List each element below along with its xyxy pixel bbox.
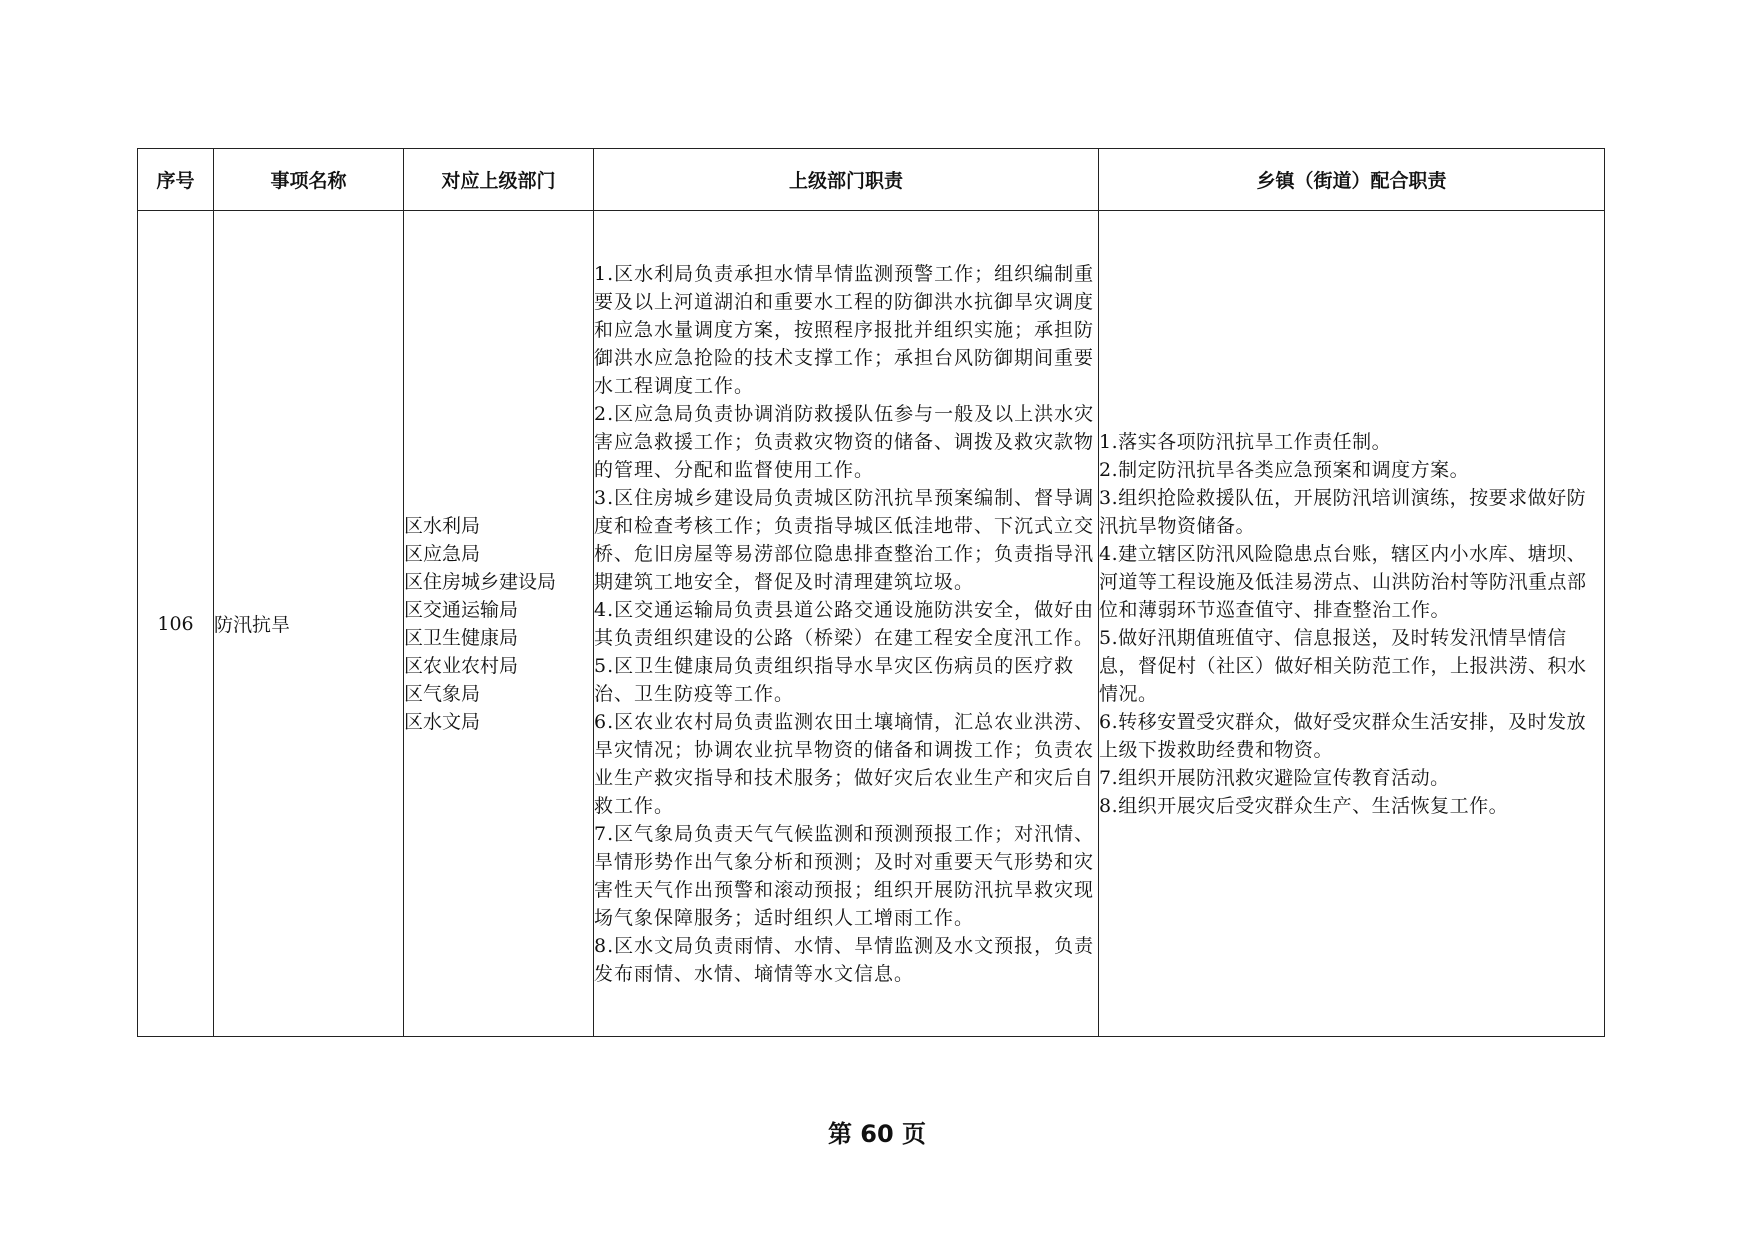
cooperation-item: 5.做好汛期值班值守、信息报送，及时转发汛情旱情信息，督促村（社区）做好相关防范工作，上报洪涝、积水情况。: [1099, 626, 1587, 705]
responsibility-table: [137, 148, 1605, 1037]
header-superior-department: 对应上级部门: [404, 149, 594, 211]
department-item: 区应急局: [404, 542, 481, 565]
cooperation-item: 2.制定防汛抗旱各类应急预案和调度方案。: [1099, 458, 1470, 481]
header-item-name: 事项名称: [214, 149, 404, 211]
cooperation-item: 3.组织抢险救援队伍，开展防汛培训演练，按要求做好防汛抗旱物资储备。: [1099, 486, 1587, 537]
duty-item: 3.区住房城乡建设局负责城区防汛抗旱预案编制、督导调度和检查考核工作；负责指导城区低洼地带、下沉式立交桥、危旧房屋等易涝部位隐患排查整治工作；负责指导汛期建筑工地安全，督促及时清理建筑垃圾。: [594, 486, 1095, 593]
row-departments: [404, 211, 594, 1037]
duty-item: 4.区交通运输局负责县道公路交通设施防洪安全，做好由其负责组织建设的公路（桥梁）在建工程安全度汛工作。: [594, 598, 1095, 649]
table-header-row: [138, 149, 1605, 211]
cooperation-item: 4.建立辖区防汛风险隐患点台账，辖区内小水库、塘坝、河道等工程设施及低洼易涝点、山洪防治村等防汛重点部位和薄弱环节巡查值守、排查整治工作。: [1099, 542, 1587, 621]
row-department-duties: [594, 211, 1099, 1037]
cooperation-item: 1.落实各项防汛抗旱工作责任制。: [1099, 430, 1392, 453]
cooperation-item: 6.转移安置受灾群众，做好受灾群众生活安排，及时发放上级下拨救助经费和物资。: [1099, 710, 1587, 761]
department-item: 区交通运输局: [404, 598, 519, 621]
header-department-duties: 上级部门职责: [594, 149, 1099, 211]
department-item: 区水利局: [404, 514, 481, 537]
duty-item: 1.区水利局负责承担水情旱情监测预警工作；组织编制重要及以上河道湖泊和重要水工程的防御洪水抗御旱灾调度和应急水量调度方案，按照程序报批并组织实施；承担防御洪水应急抢险的技术支撑工作；承担台风防御期间重要水工程调度工作。: [594, 262, 1095, 397]
row-township-cooperation: [1099, 211, 1605, 1037]
department-item: 区水文局: [404, 710, 481, 733]
duty-item: 2.区应急局负责协调消防救援队伍参与一般及以上洪水灾害应急救援工作；负责救灾物资的储备、调拨及救灾款物的管理、分配和监督使用工作。: [594, 402, 1095, 481]
header-township-cooperation: 乡镇（街道）配合职责: [1099, 149, 1605, 211]
duty-item: 8.区水文局负责雨情、水情、旱情监测及水文预报，负责发布雨情、水情、墒情等水文信息。: [594, 934, 1095, 985]
row-number: 106: [138, 211, 214, 1037]
header-number: 序号: [138, 149, 214, 211]
row-item-name: 防汛抗旱: [214, 211, 404, 1037]
department-item: 区卫生健康局: [404, 626, 519, 649]
department-item: 区气象局: [404, 682, 481, 705]
cooperation-item: 8.组织开展灾后受灾群众生产、生活恢复工作。: [1099, 794, 1509, 817]
duty-item: 7.区气象局负责天气气候监测和预测预报工作；对汛情、旱情形势作出气象分析和预测；及时对重要天气形势和灾害性天气作出预警和滚动预报；组织开展防汛抗旱救灾现场气象保障服务；适时组织人工增雨工作。: [594, 822, 1095, 929]
department-item: 区农业农村局: [404, 654, 519, 677]
table-row: [138, 211, 1605, 1037]
page-number: 第 60 页: [827, 1120, 927, 1148]
duty-item: 5.区卫生健康局负责组织指导水旱灾区伤病员的医疗救治、卫生防疫等工作。: [594, 654, 1075, 705]
cooperation-item: 7.组织开展防汛救灾避险宣传教育活动。: [1099, 766, 1450, 789]
duty-item: 6.区农业农村局负责监测农田土壤墒情，汇总农业洪涝、旱灾情况；协调农业抗旱物资的储备和调拨工作；负责农业生产救灾指导和技术服务；做好灾后农业生产和灾后自救工作。: [594, 710, 1095, 817]
department-item: 区住房城乡建设局: [404, 570, 557, 593]
